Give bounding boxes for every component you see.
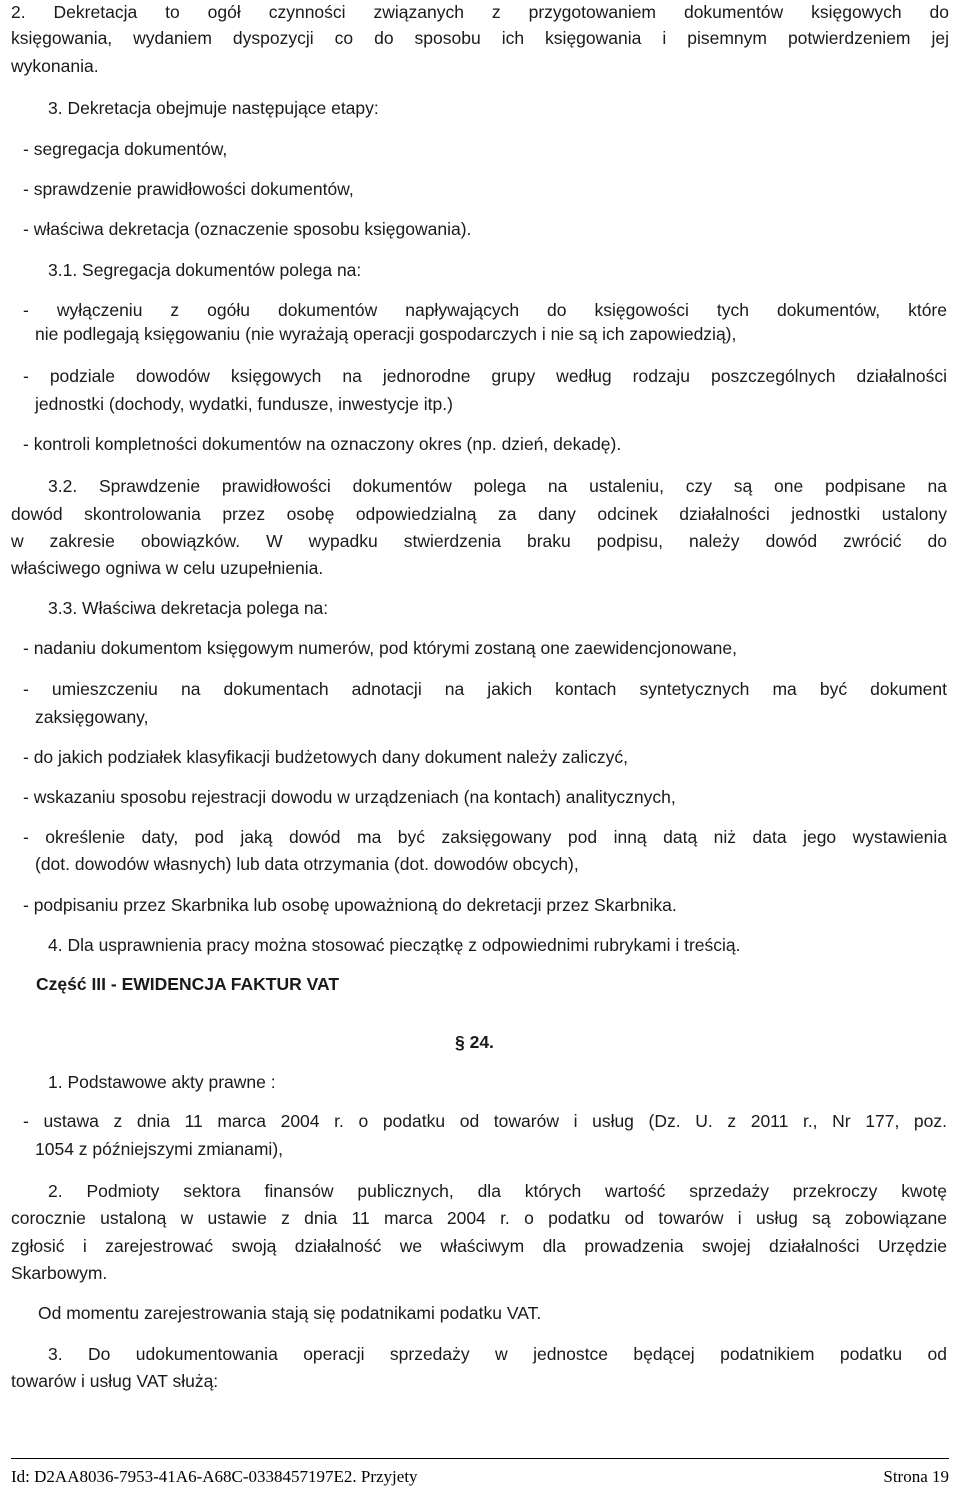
footer-divider (11, 1458, 949, 1459)
text-line: dowód skontrolowania przez osobę odpowiedzialną za dany odcinek działalności jednostki ustalony (11, 504, 947, 524)
list-item: - sprawdzenie prawidłowości dokumentów, (23, 179, 354, 199)
list-item-continuation: (dot. dowodów własnych) lub data otrzymania (dot. dowodów obcych), (35, 854, 579, 874)
text-line: wykonania. (11, 56, 99, 76)
text-line: 3. Do udokumentowania operacji sprzedaży w jednostce będącej podatnikiem podatku od (48, 1344, 947, 1364)
list-item: - podpisaniu przez Skarbnika lub osobę upoważnioną do dekretacji przez Skarbnika. (23, 895, 677, 915)
text-line: Skarbowym. (11, 1263, 108, 1283)
list-item-continuation: nie podlegają księgowaniu (nie wyrażają operacji gospodarczych i nie są ich zapowiedzią), (35, 324, 737, 344)
list-item: - kontroli kompletności dokumentów na oznaczony okres (np. dzień, dekadę). (23, 434, 622, 454)
footer-document-id: Id: D2AA8036-7953-41A6-A68C-0338457197E2. Przyjety (11, 1467, 418, 1486)
text-line: księgowania, wydaniem dyspozycji co do sposobu ich księgowania i pisemnym potwierdzeniem jej (11, 28, 949, 48)
text-line: 4. Dla usprawnienia pracy można stosować pieczątkę z odpowiednimi rubrykami i treścią. (48, 935, 741, 955)
list-item: - wyłączeniu z ogółu dokumentów napływających do księgowości tych dokumentów, które (23, 300, 947, 320)
list-item: - ustawa z dnia 11 marca 2004 r. o podatku od towarów i usług (Dz. U. z 2011 r., Nr 177, poz. (23, 1111, 947, 1131)
list-item: - wskazaniu sposobu rejestracji dowodu w urządzeniach (na kontach) analitycznych, (23, 787, 676, 807)
text-line: corocznie ustaloną w ustawie z dnia 11 marca 2004 r. o podatku od towarów i usług są zobowiązane (11, 1208, 947, 1228)
text-line: 3. Dekretacja obejmuje następujące etapy: (48, 98, 379, 118)
text-line: właściwego ogniwa w celu uzupełnienia. (11, 558, 324, 578)
list-item: - właściwa dekretacja (oznaczenie sposobu księgowania). (23, 219, 472, 239)
text-line: 3.2. Sprawdzenie prawidłowości dokumentów polega na ustaleniu, czy są one podpisane na (48, 476, 947, 496)
list-item: - nadaniu dokumentom księgowym numerów, pod którymi zostaną one zaewidencjonowane, (23, 638, 738, 658)
text-line: 2. Podmioty sektora finansów publicznych, dla których wartość sprzedaży przekroczy kwotę (48, 1181, 947, 1201)
list-item: - podziale dowodów księgowych na jednorodne grupy według rodzaju poszczególnych działalności (23, 366, 947, 386)
list-item-continuation: jednostki (dochody, wydatki, fundusze, inwestycje itp.) (35, 394, 453, 414)
text-line: towarów i usług VAT służą: (11, 1371, 219, 1391)
list-item: - umieszczeniu na dokumentach adnotacji na jakich kontach syntetycznych ma być dokument (23, 679, 947, 699)
list-item: - segregacja dokumentów, (23, 139, 228, 159)
text-line: zgłosić i zarejestrować swoją działalność we właściwym dla prowadzenia swojej działalności Urzędzie (11, 1236, 947, 1256)
text-line: 2. Dekretacja to ogół czynności związanych z przygotowaniem dokumentów księgowych do (11, 2, 949, 22)
footer-page-number: Strona 19 (883, 1467, 949, 1486)
text-line: Od momentu zarejestrowania stają się podatnikami podatku VAT. (38, 1303, 542, 1323)
list-item-continuation: 1054 z późniejszymi zmianami), (35, 1139, 284, 1159)
list-item-continuation: zaksięgowany, (35, 707, 149, 727)
section-heading: 3.3. Właściwa dekretacja polega na: (48, 598, 329, 618)
list-item: - do jakich podziałek klasyfikacji budżetowych dany dokument należy zaliczyć, (23, 747, 629, 767)
text-line: 1. Podstawowe akty prawne : (48, 1072, 276, 1092)
part-heading: Część III - EWIDENCJA FAKTUR VAT (36, 974, 340, 994)
list-item: - określenie daty, pod jaką dowód ma być zaksięgowany pod inną datą niż data jego wystawienia (23, 827, 947, 847)
paragraph-number: § 24. (455, 1032, 494, 1052)
section-heading: 3.1. Segregacja dokumentów polega na: (48, 260, 362, 280)
text-line: w zakresie obowiązków. W wypadku stwierdzenia braku podpisu, należy dowód zwrócić do (11, 531, 947, 551)
